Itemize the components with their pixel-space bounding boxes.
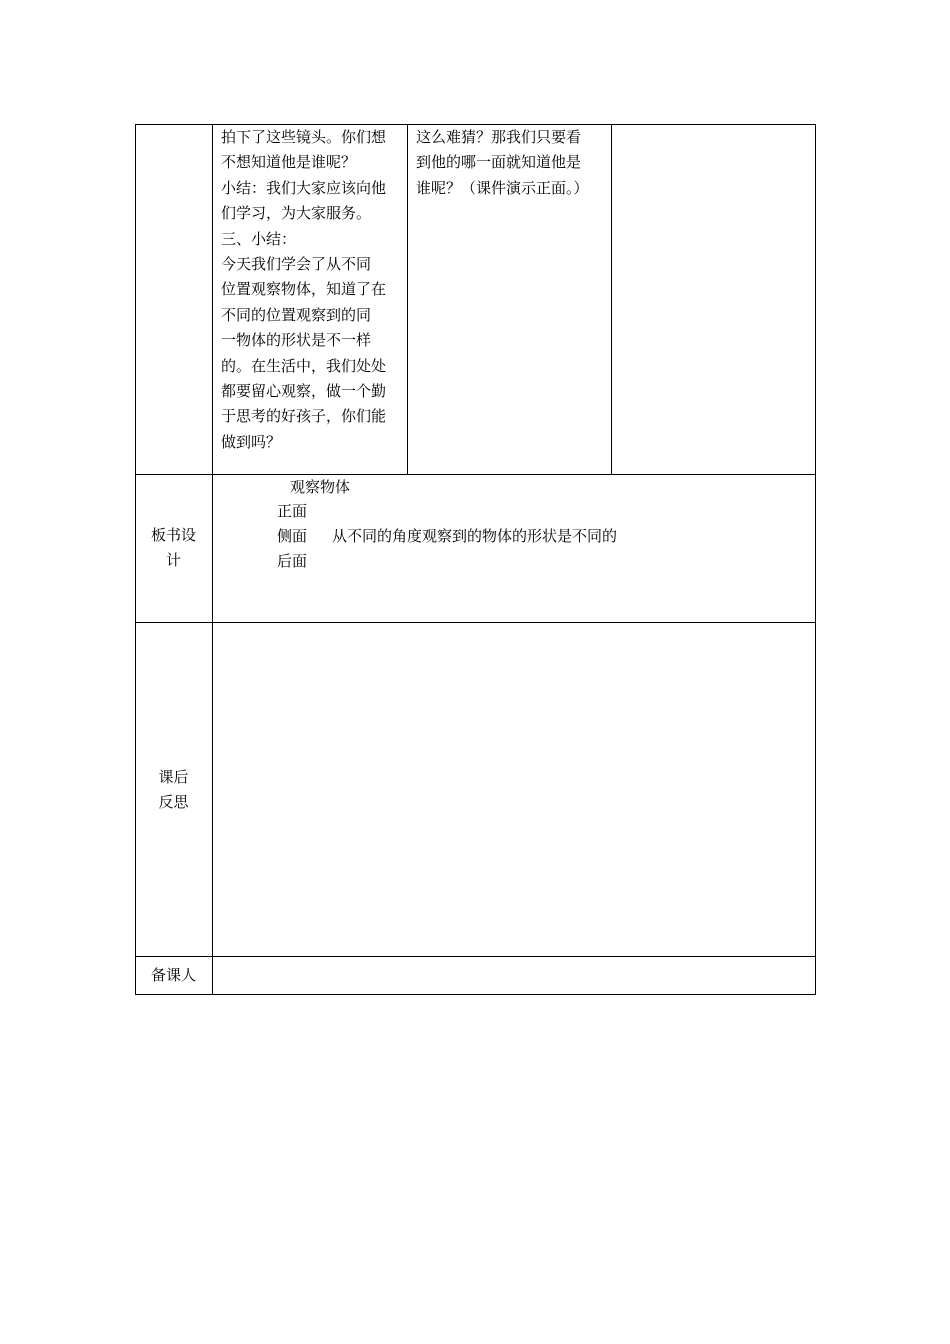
board-side: 侧面 bbox=[277, 527, 308, 545]
teaching-process-text bbox=[221, 125, 386, 455]
table-border-right bbox=[815, 124, 816, 995]
text-line: 三、小结： bbox=[221, 229, 297, 248]
text-line: 到他的哪一面就知道他是 bbox=[416, 153, 582, 172]
board-back: 后面 bbox=[277, 552, 308, 570]
student-activity-text bbox=[416, 125, 589, 201]
board-front: 正面 bbox=[277, 502, 308, 520]
table-col-divider bbox=[611, 124, 612, 475]
text-line: 不想知道他是谁呢？ bbox=[221, 153, 357, 172]
text-line: 们学习，为大家服务。 bbox=[221, 204, 372, 223]
text-line: 不同的位置观察到的同 bbox=[221, 305, 372, 324]
text-line: 做到吗？ bbox=[221, 432, 282, 451]
board-conclusion: 从不同的角度观察到的物体的形状是不同的 bbox=[332, 527, 618, 545]
text-line: 的。在生活中，我们处处 bbox=[221, 356, 387, 375]
text-line: 位置观察物体，知道了在 bbox=[221, 280, 387, 299]
reflection-content-cell[interactable] bbox=[213, 623, 815, 956]
text-line: 今天我们学会了从不同 bbox=[221, 255, 372, 274]
label-line: 计 bbox=[165, 551, 181, 569]
text-line: 这么难猜？那我们只要看 bbox=[416, 128, 582, 146]
text-line: 一物体的形状是不一样 bbox=[221, 331, 372, 350]
label-line: 反思 bbox=[158, 793, 189, 811]
text-line: 都要留心观察，做一个勤 bbox=[221, 382, 387, 401]
text-line: 于思考的好孩子，你们能 bbox=[221, 407, 387, 426]
table-col-divider bbox=[407, 124, 408, 475]
label-line: 板书设 bbox=[150, 526, 196, 544]
preparer-label: 备课人 bbox=[150, 966, 196, 984]
reflection-label bbox=[135, 765, 212, 815]
text-line: 拍下了这些镜头。你们想 bbox=[221, 128, 387, 146]
board-design-label bbox=[135, 523, 212, 573]
label-line: 课后 bbox=[158, 768, 189, 786]
preparer-content-cell[interactable] bbox=[213, 957, 815, 994]
table-border-bottom bbox=[135, 994, 816, 995]
text-line: 谁呢？（课件演示正面。） bbox=[416, 178, 589, 197]
text-line: 小结：我们大家应该向他 bbox=[221, 178, 387, 197]
board-title: 观察物体 bbox=[290, 478, 351, 496]
table-row-divider bbox=[135, 474, 816, 475]
